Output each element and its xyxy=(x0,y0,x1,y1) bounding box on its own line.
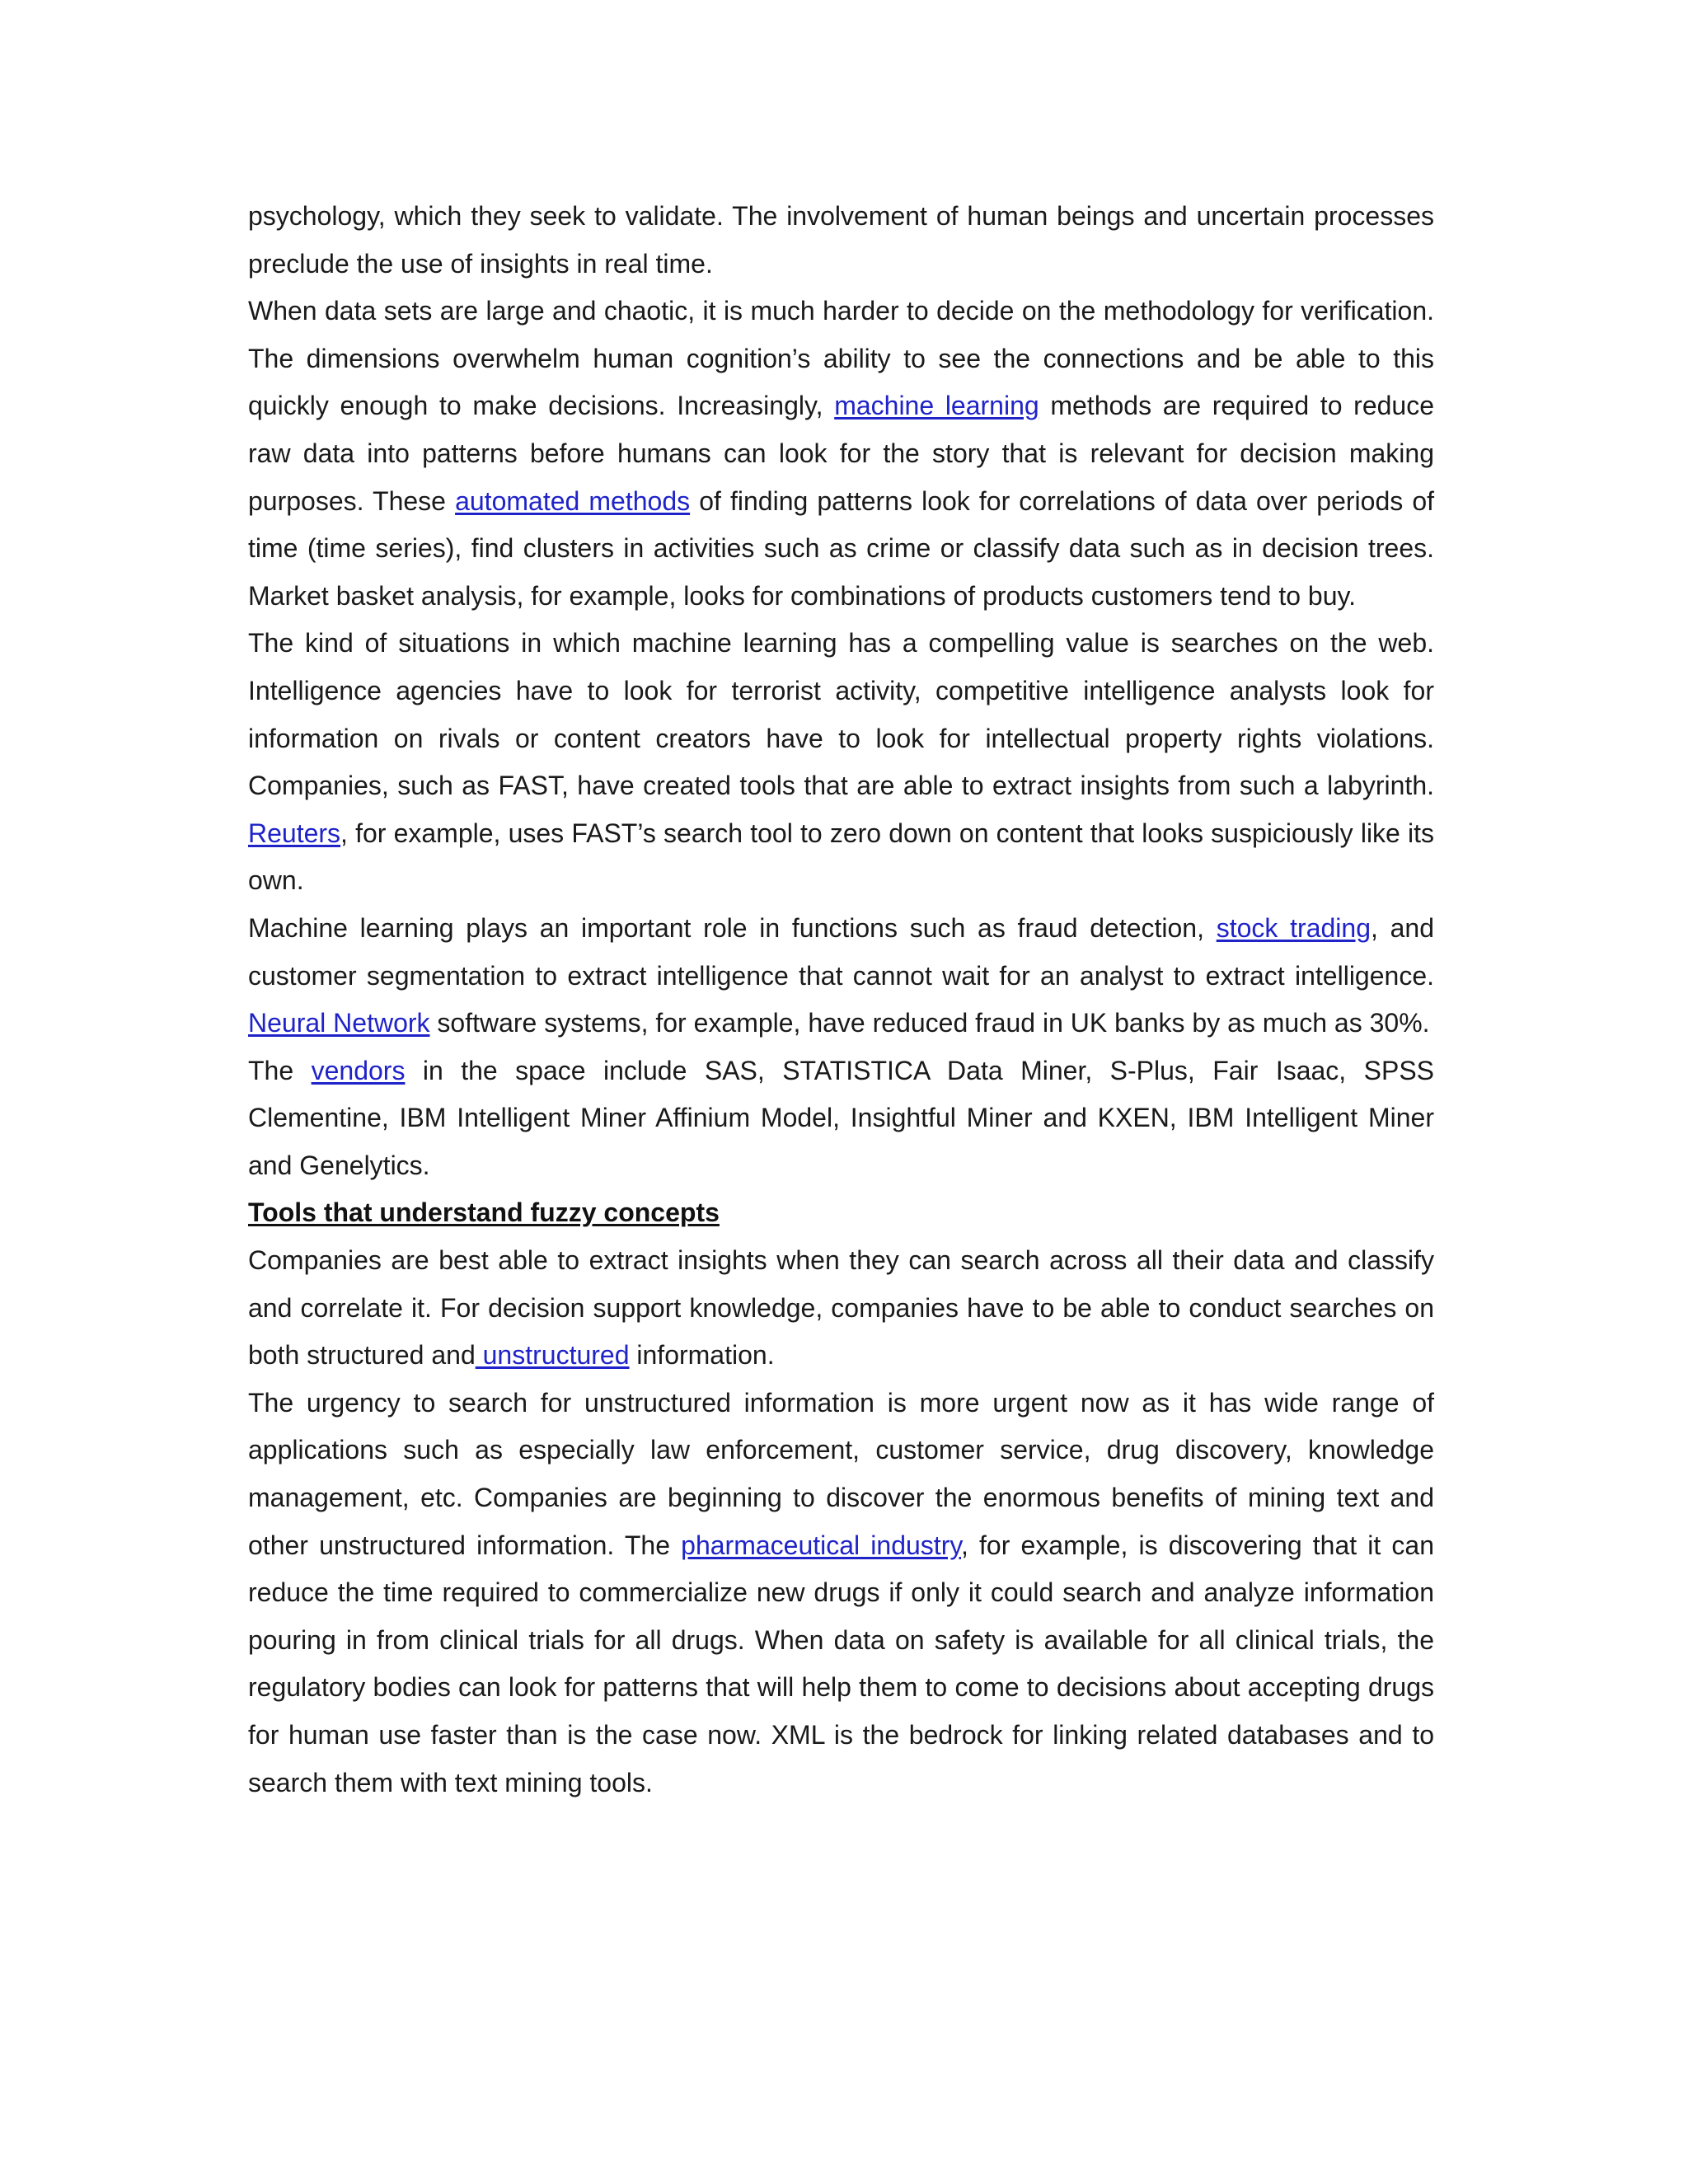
link-pharmaceutical-industry[interactable]: pharmaceutical industry xyxy=(681,1530,961,1560)
paragraph-text: , and customer segmentation to extract intelligence that cannot wait for an analyst to extract intelligence. xyxy=(248,912,1435,991)
link-reuters[interactable]: Reuters xyxy=(248,818,341,848)
link-machine-learning[interactable]: machine learning xyxy=(834,391,1039,421)
link-stock-trading[interactable]: stock trading xyxy=(1216,912,1371,943)
paragraph-vendors xyxy=(248,1047,1434,1190)
paragraph-text: The urgency to search for unstructured information is more urgent now as it has wide range of applications such as especially law enforcement, customer service, drug discovery, knowledge management, etc. Companies are beginning to discover the enormous benefits of mining text and other unstructured information. The xyxy=(248,1387,1434,1560)
paragraph-intro-continuation xyxy=(248,193,1434,288)
paragraph-text: of finding patterns look for correlations of data over periods of time (time series), find clusters in activities such as crime or classify data such as in decision trees. Market basket analysis, for example, looks for combinations of products customers tend to buy. xyxy=(248,485,1435,611)
paragraph-text: The kind of situations in which machine learning has a compelling value is searches on the web. Intelligence agencies have to look for terrorist activity, competitive intelligence analysts look for information on rivals or content creators have to look for intellectual property rights violations. Companies, such as FAST, have created tools that are able to extract insights from such a labyrinth. xyxy=(248,628,1434,801)
document-page xyxy=(248,193,1434,1807)
link-vendors[interactable]: vendors xyxy=(311,1055,406,1085)
paragraph-text: in the space include SAS, STATISTICA Data Miner, S-Plus, Fair Isaac, SPSS Clementine, IBM Intelligent Miner Affinium Model, Insightful Miner and KXEN, IBM Intelligent Miner and Genelytics. xyxy=(248,1055,1435,1180)
paragraph-text: information. xyxy=(629,1340,775,1371)
section-heading-fuzzy-concepts: Tools that understand fuzzy concepts xyxy=(248,1197,720,1228)
paragraph-text: psychology, which they seek to validate. The involvement of human beings and uncertain processes preclude the use of insights in real time. xyxy=(248,201,1434,279)
paragraph-text: When data sets are large and chaotic, it is much harder to decide on the methodology for verification. The dimensions overwhelm human cognition’s ability to see the connections and be able to this quickly enough to make decisions. Increasingly, xyxy=(248,296,1434,421)
paragraph-structured-unstructured xyxy=(248,1237,1434,1380)
paragraph-fraud-detection xyxy=(248,905,1434,1047)
paragraph-web-searches xyxy=(248,620,1434,905)
paragraph-text: Companies are best able to extract insights when they can search across all their data and classify and correlate it. For decision support knowledge, companies have to be able to conduct searches on both structured and xyxy=(248,1245,1434,1371)
paragraph-text: software systems, for example, have reduced fraud in UK banks by as much as 30%. xyxy=(429,1008,1430,1038)
link-automated-methods[interactable]: automated methods xyxy=(455,485,691,516)
paragraph-text: Machine learning plays an important role in functions such as fraud detection, xyxy=(248,912,1217,943)
link-unstructured[interactable]: unstructured xyxy=(475,1340,630,1371)
paragraph-text: methods are required to reduce raw data into patterns before humans can look for the story that is relevant for decision making purposes. These xyxy=(248,391,1435,516)
paragraph-large-data-sets xyxy=(248,288,1434,620)
link-neural-network[interactable]: Neural Network xyxy=(248,1008,430,1038)
paragraph-urgency-unstructured xyxy=(248,1380,1434,1807)
paragraph-text: The xyxy=(248,1055,312,1085)
paragraph-text: , for example, is discovering that it can reduce the time required to commercialize new drugs if only it could search and analyze information pouring in from clinical trials for all drugs. When data on safety is available for all clinical trials, the regulatory bodies can look for patterns that will help them to come to decisions about accepting drugs for human use faster than is the case now. XML is the bedrock for linking related databases and to search them with text mining tools. xyxy=(248,1530,1435,1797)
paragraph-text: , for example, uses FAST’s search tool to zero down on content that looks suspiciously like its own. xyxy=(248,818,1434,896)
